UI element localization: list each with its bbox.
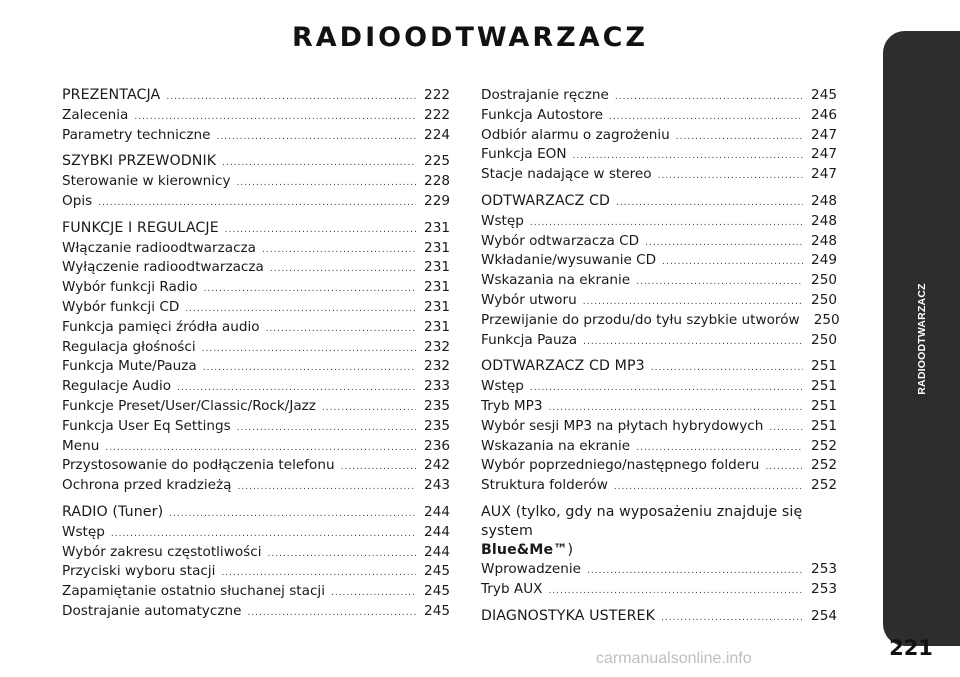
toc-heading-aux[interactable] xyxy=(481,503,837,560)
toc-heading-aux-line1: AUX (tylko, gdy na wyposażeniu znajduje się system xyxy=(481,503,803,539)
toc-entry-label: DIAGNOSTYKA USTEREK xyxy=(481,607,655,624)
toc-entry[interactable] xyxy=(481,145,837,165)
page-number: 221 xyxy=(889,636,933,660)
toc-entry-page: 250 xyxy=(811,272,837,289)
toc-entry[interactable] xyxy=(62,562,450,582)
toc-entry-page: 248 xyxy=(811,212,837,229)
toc-entry-label: Struktura folderów xyxy=(481,477,608,494)
dot-leader xyxy=(587,567,803,576)
dot-leader xyxy=(651,364,803,373)
dot-leader xyxy=(583,298,803,307)
toc-entry[interactable] xyxy=(62,582,450,602)
toc-entry[interactable] xyxy=(481,212,837,232)
dot-leader xyxy=(331,589,416,598)
toc-entry[interactable] xyxy=(62,278,450,298)
toc-entry-label: Menu xyxy=(62,437,100,454)
toc-entry-label: Przyciski wyboru stacji xyxy=(62,563,216,580)
dot-leader xyxy=(237,424,416,433)
page-title: RADIOODTWARZACZ xyxy=(291,22,648,53)
toc-entry-label: Wybór zakresu częstotliwości xyxy=(62,543,262,560)
dot-leader xyxy=(177,384,416,393)
toc-entry[interactable] xyxy=(62,106,450,126)
toc-entry-label: Tryb MP3 xyxy=(481,397,543,414)
dot-leader xyxy=(636,444,803,453)
toc-entry[interactable] xyxy=(62,357,450,377)
dot-leader xyxy=(266,325,416,334)
toc-entry[interactable] xyxy=(481,251,837,271)
toc-entry-page: 246 xyxy=(811,106,837,123)
toc-entry-page: 231 xyxy=(424,298,450,315)
toc-entry[interactable] xyxy=(62,417,450,437)
toc-entry[interactable] xyxy=(481,560,837,580)
toc-entry[interactable] xyxy=(62,192,450,212)
dot-leader xyxy=(204,285,416,294)
toc-entry-page: 244 xyxy=(424,543,450,560)
toc-entry-label: Wybór sesji MP3 na płytach hybrydowych xyxy=(481,417,764,434)
watermark-text: carmanualsonline.info xyxy=(596,650,752,667)
toc-entry-label: Wyłączenie radioodtwarzacza xyxy=(62,259,264,276)
dot-leader xyxy=(134,113,416,122)
toc-entry-page: 231 xyxy=(424,318,450,335)
toc-entry-label: Regulacje Audio xyxy=(62,378,172,395)
section-side-tab xyxy=(883,31,960,646)
toc-entry-page: 235 xyxy=(424,417,450,434)
toc-entry-page: 252 xyxy=(811,477,837,494)
toc-entry[interactable] xyxy=(481,476,837,496)
toc-entry-page: 225 xyxy=(424,153,450,170)
toc-entry-page: 243 xyxy=(424,477,450,494)
dot-leader xyxy=(765,463,803,472)
toc-entry-label: Funkcja Mute/Pauza xyxy=(62,358,197,375)
toc-entry-page: 235 xyxy=(424,397,450,414)
dot-leader xyxy=(548,587,803,596)
toc-entry-label: Funkcja Autostore xyxy=(481,106,604,123)
dot-leader xyxy=(548,404,803,413)
dot-leader xyxy=(262,246,416,255)
toc-entry-label: ODTWARZACZ CD xyxy=(481,192,611,209)
dot-leader xyxy=(614,483,803,492)
toc-entry[interactable] xyxy=(481,377,837,397)
toc-entry-label: Tryb AUX xyxy=(481,580,543,597)
toc-heading[interactable] xyxy=(481,607,837,627)
toc-heading-aux-brand: Blue&Me™ xyxy=(481,541,568,558)
toc-entry[interactable] xyxy=(62,126,450,146)
toc-heading-aux-line2 xyxy=(481,541,837,560)
dot-leader xyxy=(267,550,416,559)
toc-entry-page: 251 xyxy=(811,378,837,395)
toc-entry-label: Wskazania na ekranie xyxy=(481,437,631,454)
toc-entry-label: Wprowadzenie xyxy=(481,560,582,577)
toc-group-aux xyxy=(481,560,837,626)
dot-leader xyxy=(247,609,416,618)
toc-entry-label: Wstęp xyxy=(62,523,105,540)
dot-leader xyxy=(322,404,416,413)
dot-leader xyxy=(573,152,803,161)
toc-entry-label: Przystosowanie do podłączenia telefonu xyxy=(62,457,335,474)
toc-entry-label: Wskazania na ekranie xyxy=(481,272,631,289)
toc-entry-label: Funkcje Preset/User/Classic/Rock/Jazz xyxy=(62,397,316,414)
toc-entry-page: 249 xyxy=(811,252,837,269)
dot-leader xyxy=(221,569,416,578)
toc-entry-page: 231 xyxy=(424,239,450,256)
toc-entry-label: Wkładanie/wysuwanie CD xyxy=(481,252,657,269)
dot-leader xyxy=(530,384,803,393)
toc-entry-label: Odbiór alarmu o zagrożeniu xyxy=(481,126,670,143)
toc-entry-label: Opis xyxy=(62,192,93,209)
toc-entry-page: 252 xyxy=(811,457,837,474)
toc-heading-aux-close: ) xyxy=(567,541,574,558)
toc-entry[interactable] xyxy=(481,106,837,126)
dot-leader xyxy=(676,133,803,142)
toc-entry-page: 224 xyxy=(424,126,450,143)
toc-entry-page: 250 xyxy=(811,291,837,308)
toc-entry[interactable] xyxy=(62,602,450,622)
toc-entry-label: Wybór funkcji Radio xyxy=(62,279,198,296)
toc-entry-page: 228 xyxy=(424,173,450,190)
toc-entry-page: 250 xyxy=(813,311,840,328)
toc-entry-label: Sterowanie w kierownicy xyxy=(62,173,231,190)
toc-entry[interactable] xyxy=(62,172,450,192)
toc-entry-label: Przewijanie do przodu/do tyłu szybkie utworów xyxy=(481,311,800,328)
toc-entry[interactable] xyxy=(62,437,450,457)
toc-entry-page: 250 xyxy=(811,331,837,348)
dot-leader xyxy=(769,424,803,433)
toc-entry[interactable] xyxy=(62,456,450,476)
toc-column-left xyxy=(62,86,450,622)
toc-entry-label: Włączanie radioodtwarzacza xyxy=(62,239,257,256)
toc-heading[interactable] xyxy=(62,219,450,239)
toc-entry[interactable] xyxy=(481,456,837,476)
toc-entry-label: Wstęp xyxy=(481,212,524,229)
dot-leader xyxy=(530,219,803,228)
toc-column-right xyxy=(481,86,840,626)
toc-entry-page: 251 xyxy=(811,417,837,434)
toc-entry-page: 252 xyxy=(811,437,837,454)
toc-entry-page: 251 xyxy=(811,358,837,375)
toc-entry[interactable] xyxy=(481,437,837,457)
dot-leader xyxy=(111,530,416,539)
toc-entry-page: 247 xyxy=(811,126,837,143)
dot-leader xyxy=(166,93,416,102)
toc-entry[interactable] xyxy=(481,126,837,146)
toc-entry[interactable] xyxy=(481,311,840,331)
dot-leader xyxy=(237,179,416,188)
toc-entry-label: Wybór utworu xyxy=(481,291,577,308)
toc-entry-label: PREZENTACJA xyxy=(62,87,161,103)
toc-entry-page: 245 xyxy=(424,583,450,600)
dot-leader xyxy=(616,199,803,208)
toc-entry-label: RADIO (Tuner) xyxy=(62,503,164,520)
side-tab-label: RADIOODTWARZACZ xyxy=(915,282,928,395)
dot-leader xyxy=(222,159,416,168)
toc-entry-label: Zalecenia xyxy=(62,106,129,123)
toc-entry-page: 253 xyxy=(811,580,837,597)
toc-heading[interactable] xyxy=(62,503,450,523)
toc-entry[interactable] xyxy=(481,580,837,600)
toc-entry-page: 248 xyxy=(811,232,837,249)
dot-leader xyxy=(105,444,416,453)
dot-leader xyxy=(217,133,417,142)
toc-entry[interactable] xyxy=(481,232,837,252)
toc-entry-page: 222 xyxy=(424,106,450,123)
toc-entry-page: 236 xyxy=(424,437,450,454)
toc-entry-label: SZYBKI PRZEWODNIK xyxy=(62,153,217,170)
toc-entry-label: Wstęp xyxy=(481,378,524,395)
dot-leader xyxy=(662,258,803,267)
toc-entry-page: 248 xyxy=(811,192,837,209)
toc-entry-label: Ochrona przed kradzieżą xyxy=(62,477,232,494)
dot-leader xyxy=(645,239,803,248)
toc-entry-label: Funkcja Pauza xyxy=(481,331,578,348)
toc-entry-label: Dostrajanie automatyczne xyxy=(62,602,242,619)
toc-entry-label: Funkcja pamięci źródła audio xyxy=(62,318,260,335)
dot-leader xyxy=(203,364,416,373)
toc-entry[interactable] xyxy=(62,523,450,543)
toc-entry-label: Wybór poprzedniego/następnego folderu xyxy=(481,457,760,474)
dot-leader xyxy=(615,93,803,102)
toc-entry-page: 232 xyxy=(424,338,450,355)
toc-entry-page: 245 xyxy=(424,563,450,580)
dot-leader xyxy=(270,265,416,274)
dot-leader xyxy=(661,614,803,623)
toc-entry-page: 251 xyxy=(811,397,837,414)
toc-entry-page: 253 xyxy=(811,560,837,577)
toc-entry[interactable] xyxy=(62,338,450,358)
toc-entry-page: 244 xyxy=(424,523,450,540)
toc-entry[interactable] xyxy=(481,417,837,437)
toc-entry-page: 231 xyxy=(424,279,450,296)
toc-entry[interactable] xyxy=(62,258,450,278)
toc-entry-label: Wybór funkcji CD xyxy=(62,298,180,315)
toc-entry[interactable] xyxy=(481,397,837,417)
toc-entry-label: Wybór odtwarzacza CD xyxy=(481,232,640,249)
toc-entry-label: Funkcja EON xyxy=(481,146,567,163)
toc-entry[interactable] xyxy=(62,543,450,563)
toc-entry[interactable] xyxy=(481,165,837,185)
toc-entry[interactable] xyxy=(481,331,837,351)
toc-entry[interactable] xyxy=(62,476,450,496)
toc-entry-page: 244 xyxy=(424,503,450,520)
toc-heading[interactable] xyxy=(481,192,837,212)
toc-entry[interactable] xyxy=(62,318,450,338)
dot-leader xyxy=(98,199,416,208)
toc-entry-page: 245 xyxy=(811,87,837,103)
toc-entry[interactable] xyxy=(62,239,450,259)
dot-leader xyxy=(169,510,416,519)
toc-entry-page: 231 xyxy=(424,259,450,276)
toc-entry-page: 247 xyxy=(811,166,837,183)
dot-leader xyxy=(341,463,416,472)
toc-entry-label: Stacje nadające w stereo xyxy=(481,166,652,183)
toc-entry-page: 247 xyxy=(811,146,837,163)
dot-leader xyxy=(609,113,803,122)
toc-entry-label: Parametry techniczne xyxy=(62,126,211,143)
dot-leader xyxy=(636,278,803,287)
dot-leader xyxy=(202,345,416,354)
toc-entry-label: ODTWARZACZ CD MP3 xyxy=(481,358,645,375)
toc-entry-label: Dostrajanie ręczne xyxy=(481,87,609,103)
toc-entry-page: 245 xyxy=(424,602,450,619)
toc-heading[interactable] xyxy=(481,357,837,377)
toc-heading[interactable] xyxy=(62,86,450,106)
toc-entry-page: 229 xyxy=(424,192,450,209)
toc-entry-label: Zapamiętanie ostatnio słuchanej stacji xyxy=(62,583,325,600)
toc-entry[interactable] xyxy=(481,86,837,106)
dot-leader xyxy=(658,172,803,181)
toc-heading[interactable] xyxy=(62,152,450,172)
toc-entry[interactable] xyxy=(62,397,450,417)
toc-entry[interactable] xyxy=(62,298,450,318)
dot-leader xyxy=(583,338,803,347)
toc-entry-page: 242 xyxy=(424,457,450,474)
dot-leader xyxy=(225,226,416,235)
toc-entry-label: FUNKCJE I REGULACJE xyxy=(62,219,219,236)
dot-leader xyxy=(185,305,416,314)
toc-entry-label: Funkcja User Eq Settings xyxy=(62,417,231,434)
toc-entry-page: 233 xyxy=(424,378,450,395)
toc-entry[interactable] xyxy=(481,291,837,311)
toc-group-radio-cd xyxy=(481,86,840,496)
toc-entry-label: Regulacja głośności xyxy=(62,338,196,355)
toc-entry[interactable] xyxy=(62,377,450,397)
toc-entry-page: 254 xyxy=(811,607,837,624)
toc-entry[interactable] xyxy=(481,271,837,291)
toc-entry-page: 222 xyxy=(424,87,450,103)
dot-leader xyxy=(238,483,417,492)
toc-entry-page: 232 xyxy=(424,358,450,375)
toc-entry-page: 231 xyxy=(424,219,450,236)
